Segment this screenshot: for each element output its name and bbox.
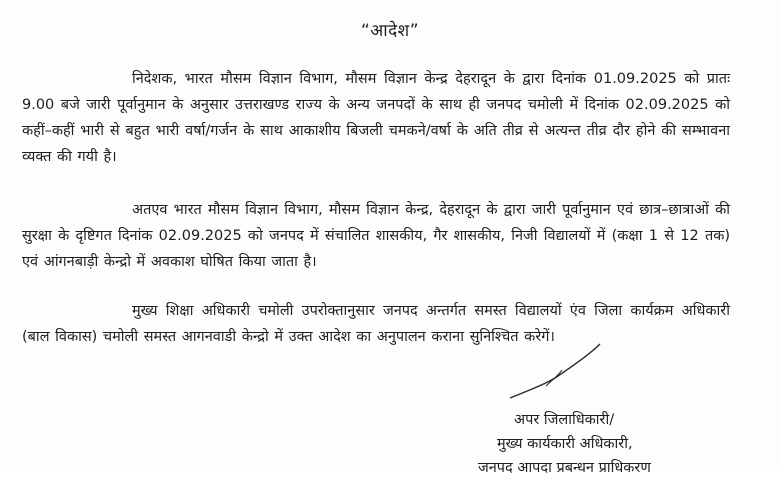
signatory-designation-2: मुख्य कार्यकारी अधिकारी, xyxy=(497,436,633,452)
order-title: “आदेश” xyxy=(360,21,420,41)
paragraph-holiday-order: अतएव भारत मौसम विज्ञान विभाग, मौसम विज्ञान केन्द्र, देहरादून के द्वारा जारी पूर्वानुमान एवं छात्र–छात्राओं की सुरक्षा के दृष्टिगत दिनांक 02.09.2025 को जनपद में संचालित शासकीय, गैर शासकीय, निजी विद्यालयों में (कक्षा 1 से 12 तक) एवं आंगनबाड़ी केन्द्रो में अवकाश घोषित किया जाता है। xyxy=(22,202,730,270)
paragraph-compliance: मुख्य शिक्षा अधिकारी चमोली उपरोक्तानुसार जनपद अन्तर्गत समस्त विद्यालयों एंव जिला कार्यक्रम अधिकारी (बाल विकास) चमोली समस्त आगनवाडी केन्द्रो में उक्त आदेश का अनुपालन कराना सुनिश्चित करेगें। xyxy=(22,303,730,345)
signature-scribble xyxy=(500,340,620,400)
signatory-designation-3: जनपद आपदा प्रबन्धन प्राधिकरण xyxy=(478,460,651,476)
signatory-designation-1: अपर जिलाधिकारी/ xyxy=(514,412,615,428)
paragraph-forecast: निदेशक, भारत मौसम विज्ञान विभाग, मौसम विज्ञान केन्द्र देहरादून के द्वारा दिनांक 01.09.2025 को प्रातः 9.00 बजे जारी पूर्वानुमान के अनुसार उत्तराखण्ड राज्य के अन्य जनपदों के साथ ही जनपद चमोली में दिनांक 02.09.2025 को कहीं–कहीं भारी से बहुत भारी वर्षा/गर्जन के साथ आकाशीय बिजली चमकने/वर्षा के अति तीव्र से अत्यन्त तीव्र दौर होने की सम्भावना व्यक्त की गयी है। xyxy=(22,71,730,165)
